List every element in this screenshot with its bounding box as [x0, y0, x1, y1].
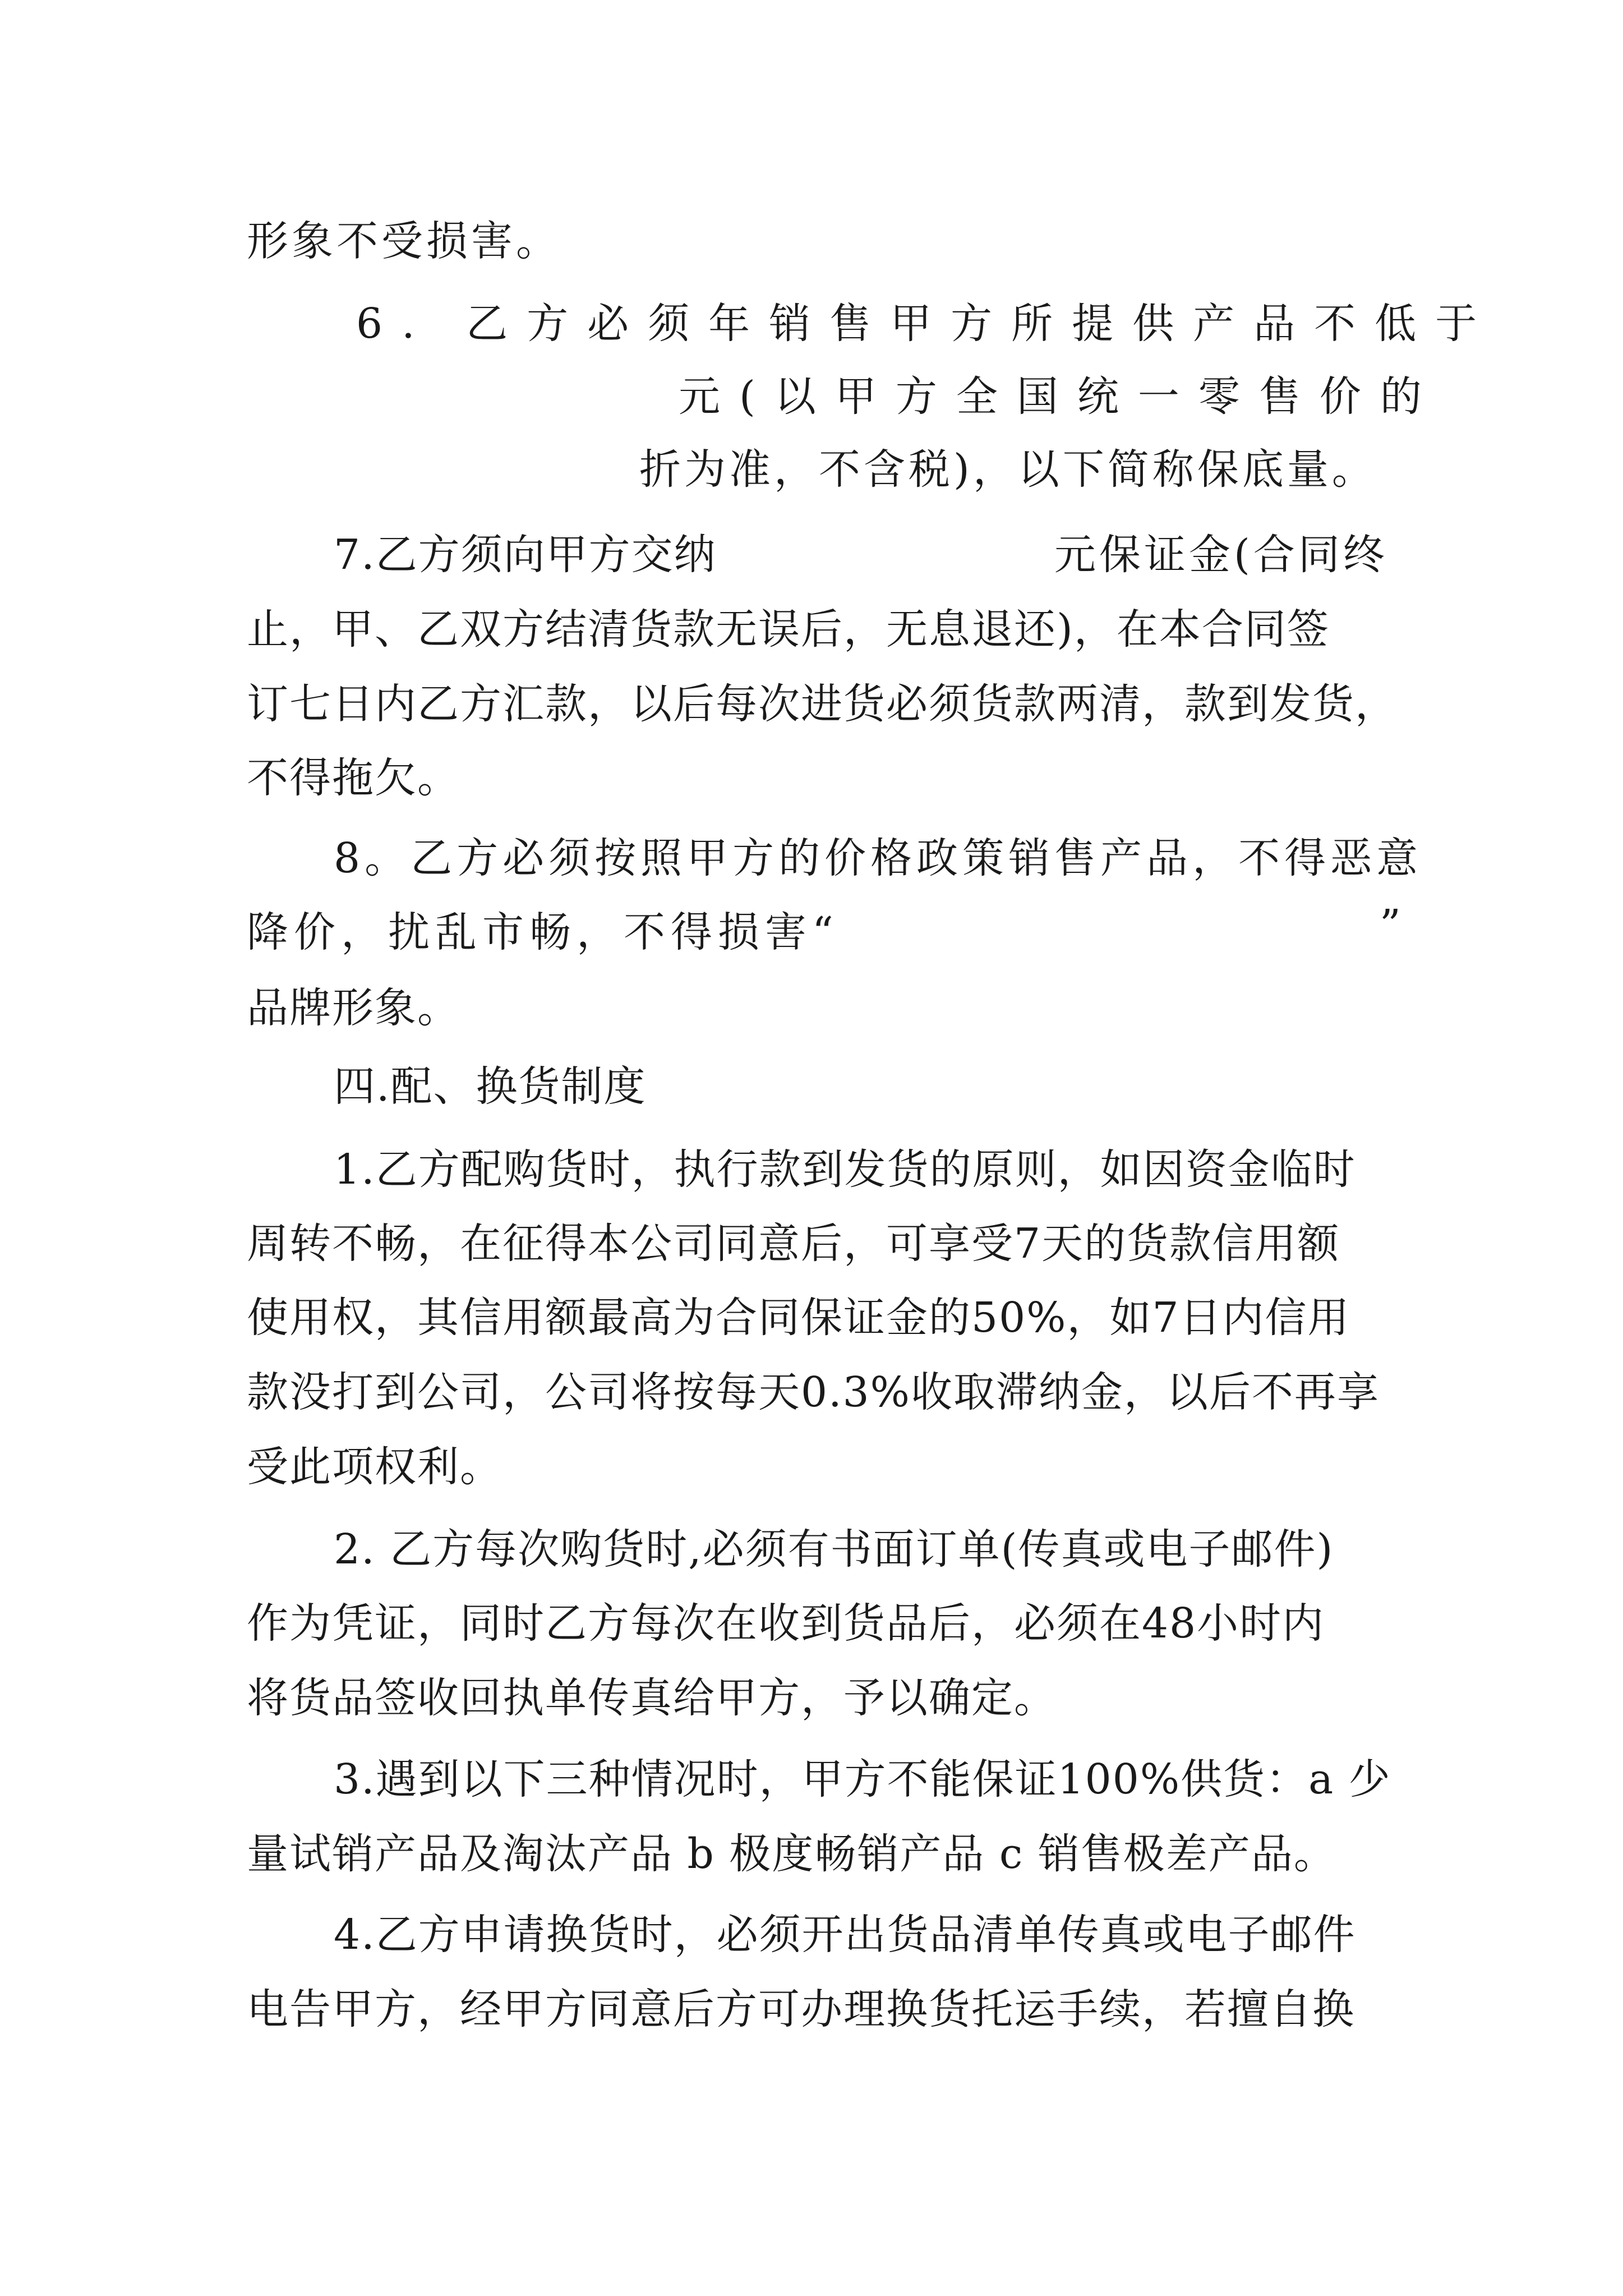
clause-6-line: 折为准，不含税)，以下简称保底量。 [639, 445, 1377, 494]
clause-6-line: 6. 乙方必须年销售甲方所提供产品不低于 [356, 300, 1496, 348]
clause-6-line: 元(以甲方全国统一零售价的 [679, 372, 1441, 421]
clause-8-line: 品牌形象。 [247, 984, 460, 1032]
item-3-line: 3.遇到以下三种情况时，甲方不能保证100%供货：a 少 [334, 1755, 1391, 1803]
clause-7-line: 不得拖欠。 [247, 754, 460, 802]
item-2-line: 作为凭证，同时乙方每次在收到货品后，必须在48小时内 [247, 1599, 1325, 1648]
item-4-line: 4.乙方申请换货时，必须开出货品清单传真或电子邮件 [334, 1911, 1356, 1959]
clause-8-line: 降价，扰乱市畅，不得损害“ [247, 908, 839, 956]
item-2-line: 将货品签收回执单传真给甲方，予以确定。 [247, 1674, 1057, 1722]
closing-quote-mark: ” [1380, 901, 1402, 949]
clause-7-line: 7.乙方须向甲方交纳 [334, 531, 717, 579]
section-heading: 四.配、换货制度 [334, 1062, 647, 1111]
item-1-line: 1.乙方配购货时，执行款到发货的原则，如因资金临时 [334, 1145, 1356, 1194]
item-4-line: 电告甲方，经甲方同意后方可办理换货托运手续，若擅自换 [247, 1985, 1355, 2033]
item-1-line: 款没打到公司，公司将按每天0.3%收取滞纳金，以后不再享 [247, 1368, 1380, 1416]
item-3-line: 量试销产品及淘汰产品 b 极度畅销产品 c 销售极差产品。 [247, 1830, 1336, 1878]
text-line: 形象不受损害。 [247, 217, 561, 265]
clause-7-line: 订七日内乙方汇款，以后每次进货必须货款两清，款到发货， [247, 680, 1398, 728]
item-1-line: 使用权，其信用额最高为合同保证金的50%，如7日内信用 [247, 1294, 1350, 1342]
clause-7-line: 元保证金(合同终 [1054, 531, 1388, 579]
item-1-line: 受此项权利。 [247, 1443, 502, 1491]
item-1-line: 周转不畅，在征得本公司同意后，可享受7天的货款信用额 [247, 1220, 1340, 1268]
clause-7-line: 止，甲、乙双方结清货款无误后，无息退还)，在本合同签 [247, 605, 1330, 654]
clause-8-line: 8。乙方必须按照甲方的价格政策销售产品，不得恶意 [334, 834, 1423, 882]
item-2-line: 2. 乙方每次购货时,必须有书面订单(传真或电子邮件) [334, 1525, 1334, 1573]
